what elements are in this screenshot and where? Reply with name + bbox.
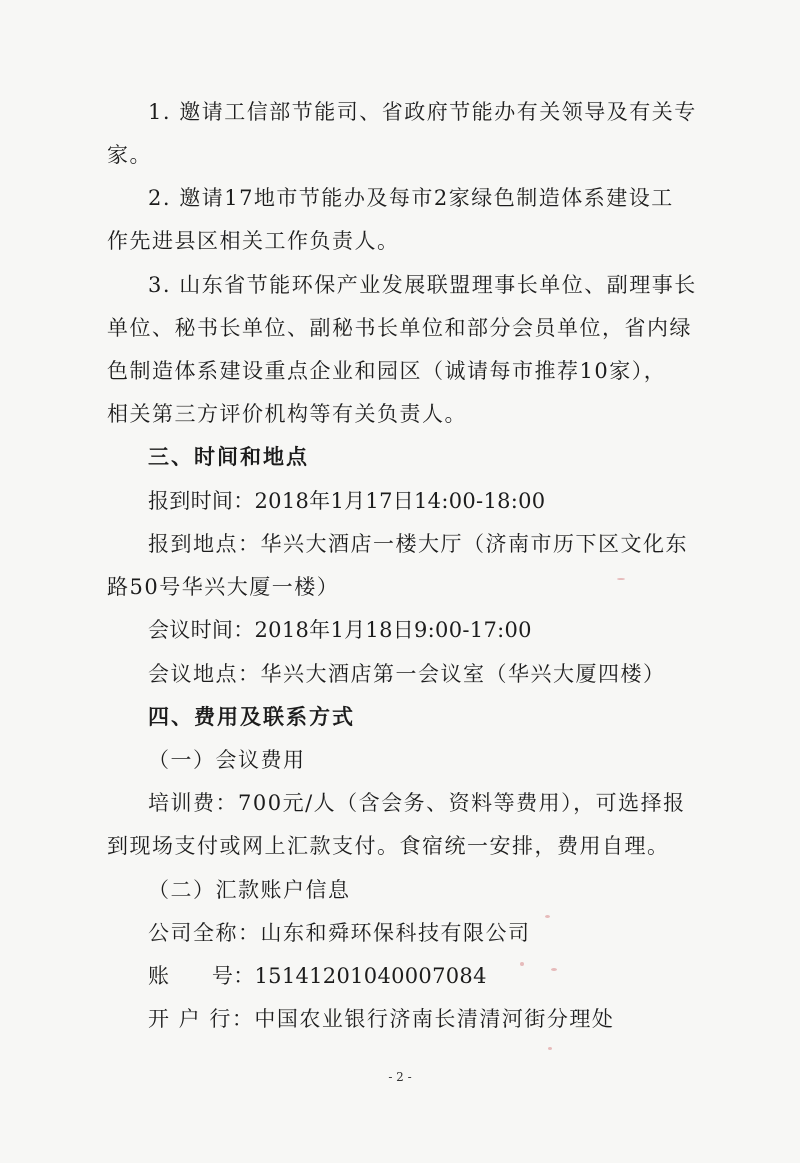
section-3-heading: 三、时间和地点 [148, 444, 309, 469]
checkin-time: 报到时间：2018年1月17日14:00-18:00 [148, 489, 546, 513]
meeting-location: 会议地点：华兴大酒店第一会议室（华兴大厦四楼） [148, 662, 666, 686]
item-3-line-4: 相关第三方评价机构等有关负责人。 [107, 402, 467, 426]
company-name: 公司全称：山东和舜环保科技有限公司 [148, 921, 531, 945]
fee-line-1: 培训费：700元/人（含会务、资料等费用），可选择报 [148, 791, 686, 815]
fee-line-2: 到现场支付或网上汇款支付。食宿统一安排，费用自理。 [107, 834, 670, 858]
item-1-line-2: 家。 [107, 143, 152, 167]
bank-branch: 开 户 行：中国农业银行济南长清清河街分理处 [148, 1007, 615, 1031]
item-2-line-2: 作先进县区相关工作负责人。 [107, 229, 400, 253]
section-4-heading: 四、费用及联系方式 [148, 704, 355, 729]
checkin-location-line-2: 路50号华兴大厦一楼） [107, 575, 340, 599]
stamp-speck [548, 1047, 552, 1050]
stamp-speck [551, 968, 557, 971]
meeting-time: 会议时间：2018年1月18日9:00-17:00 [148, 618, 532, 642]
subsection-fees-heading: （一）会议费用 [148, 748, 306, 772]
item-3-line-3: 色制造体系建设重点企业和园区（诚请每市推荐10家）， [107, 359, 667, 383]
stamp-speck [545, 915, 550, 918]
page-number: - 2 - [388, 1070, 412, 1084]
stamp-speck [617, 578, 625, 580]
item-3-line-1: 3. 山东省节能环保产业发展联盟理事长单位、副理事长 [148, 273, 697, 297]
item-2-line-1: 2. 邀请17地市节能办及每市2家绿色制造体系建设工 [148, 186, 674, 210]
subsection-account-heading: （二）汇款账户信息 [148, 878, 351, 902]
item-3-line-2: 单位、秘书长单位、副秘书长单位和部分会员单位，省内绿 [107, 316, 692, 340]
account-number: 账 号：15141201040007084 [148, 964, 487, 988]
stamp-speck [520, 962, 524, 966]
item-1-line-1: 1. 邀请工信部节能司、省政府节能办有关领导及有关专 [148, 100, 697, 124]
checkin-location-line-1: 报到地点：华兴大酒店一楼大厅（济南市历下区文化东 [148, 532, 688, 556]
